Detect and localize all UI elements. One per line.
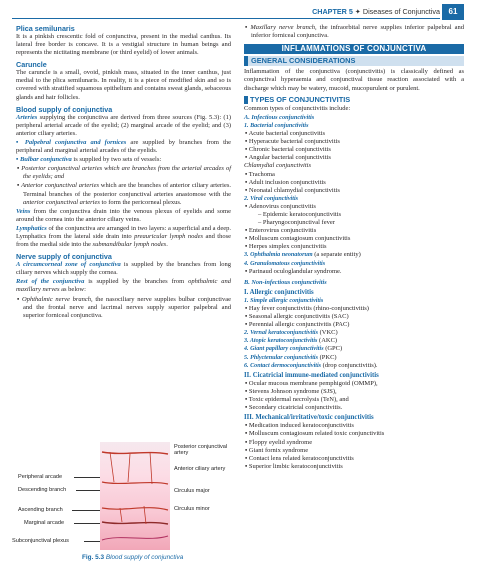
dash-icon: – bbox=[258, 210, 262, 218]
list-item bbox=[244, 354, 464, 362]
caruncle-paragraph: The caruncle is a small, ovoid, pinkish mass, situated in the inner canthus, just medial to the plica semilunaris. In reality, it is a piece of modified skin and so is covered with stratified squamous epithelium and contains sweat glands, sebaceous glands and hair follicles. bbox=[16, 69, 231, 101]
bullet-icon: • bbox=[245, 170, 248, 178]
list-item-text: Hyperacute bacterial conjunctivitis bbox=[248, 138, 340, 146]
list-item bbox=[244, 130, 464, 138]
bullet-icon: • bbox=[245, 227, 248, 235]
circumcorneal-lead: A circumcorneal zone of conjunctiva bbox=[16, 261, 121, 269]
leader-line bbox=[74, 523, 100, 524]
list-item bbox=[244, 362, 464, 370]
bulbar-item-2-lead: Anterior conjunctival arteries bbox=[21, 182, 99, 190]
chlamydial-heading: Chlamydial conjunctivitis bbox=[244, 162, 311, 170]
list-item-text: Secondary cicatricial conjunctivitis. bbox=[248, 404, 343, 412]
list-item-text: Chronic bacterial conjunctivitis bbox=[248, 146, 331, 154]
bullet-icon: • bbox=[245, 379, 248, 387]
category-non-infectious: B. Non-infectious conjunctivitis bbox=[244, 278, 327, 286]
list-item-text: Herpes simplex conjunctivitis bbox=[248, 243, 327, 251]
list-item-text: Toxic epidermal necrolysis (TeN), and bbox=[248, 396, 349, 404]
category-infectious: A. Infectious conjunctivitis bbox=[244, 113, 315, 121]
list-item-text: Medication induced keratoconjunctivitis bbox=[248, 422, 354, 430]
nerve-paragraph bbox=[16, 261, 231, 277]
bacterial-heading: 1. Bacterial conjunctivitis bbox=[244, 122, 309, 129]
bullet-icon: • bbox=[245, 454, 248, 462]
square-bullet-icon: ▪ bbox=[16, 156, 19, 164]
allergic-subtypes bbox=[244, 329, 464, 369]
list-item bbox=[244, 203, 464, 211]
plica-paragraph: It is a pinkish crescentic fold of conjunctiva, present in the medial canthus. Its lateral free border is concave. It is a vestigial structure in human beings and represents the nictitating membrane (or third eyelid) of lower animals. bbox=[16, 33, 231, 57]
list-item bbox=[244, 345, 464, 353]
list-item-text: Epidemic keratoconjunctivitis bbox=[262, 210, 342, 218]
figure-blood-supply bbox=[12, 442, 231, 562]
list-item-text: Acute bacterial conjunctivitis bbox=[248, 130, 326, 138]
list-item bbox=[244, 146, 464, 154]
bulbar-item-1 bbox=[16, 165, 231, 181]
nerve-rest-text-c: as below: bbox=[59, 286, 86, 294]
list-item bbox=[244, 388, 464, 396]
bullet-icon: • bbox=[245, 130, 248, 138]
ophthalmic-item bbox=[16, 296, 231, 320]
bullet-icon: • bbox=[245, 396, 248, 404]
allergic-list bbox=[244, 305, 464, 329]
palpebral-paragraph bbox=[16, 139, 231, 155]
ophthalmia-note: (a separate entity) bbox=[312, 251, 361, 259]
bullet-icon: • bbox=[245, 305, 248, 312]
lymphatics-text-e: . bbox=[166, 241, 168, 249]
list-item bbox=[244, 447, 464, 455]
blood-supply-heading: Blood supply of conjunctiva bbox=[16, 104, 113, 114]
label-anterior-ciliary-artery: Anterior ciliary artery bbox=[174, 466, 226, 472]
label-subconjunctival-plexus: Subconjunctival plexus bbox=[12, 538, 69, 544]
bulbar-item-2-text: which are the branches of anterior ciliary arteries. Terminal branches of the posterior conjunctival arteries anastomose with the bbox=[23, 182, 231, 198]
list-item-text: Hay fever conjunctivitis (rhino-conjunctivitis) bbox=[248, 305, 369, 312]
list-item bbox=[244, 313, 464, 321]
nerve-supply-heading: Nerve supply of conjunctiva bbox=[16, 252, 112, 262]
bulbar-item-2-end: to form the pericorneal plexus. bbox=[99, 198, 182, 206]
ophthalmia-heading: 3. Ophthalmia neonatorum bbox=[244, 252, 313, 259]
list-item bbox=[244, 329, 464, 337]
figure-caption-text: Blood supply of conjunctiva bbox=[105, 554, 184, 561]
list-item-text: Adenovirus conjunctivitis bbox=[248, 202, 316, 210]
nerve-rest-text-a: is supplied by the branches from bbox=[84, 278, 189, 286]
bullet-icon: • bbox=[17, 165, 20, 173]
label-peripheral-arcade: Peripheral arcade bbox=[18, 474, 63, 480]
list-item-text: Perennial allergic conjunctivitis (PAC) bbox=[248, 321, 350, 329]
chapter-label: CHAPTER 5 bbox=[312, 7, 353, 16]
simple-allergic-heading: 1. Simple allergic conjunctivitis bbox=[244, 297, 324, 304]
lymphatics-text-c: and those from the medial side into the bbox=[16, 232, 232, 249]
left-column bbox=[16, 24, 231, 321]
leader-line bbox=[84, 541, 100, 542]
page-header bbox=[0, 4, 480, 20]
chlamydial-list bbox=[244, 171, 464, 195]
header-rule bbox=[12, 18, 440, 19]
caruncle-heading: Caruncle bbox=[16, 60, 47, 70]
chapter-title: Diseases of Conjunctiva bbox=[362, 7, 440, 16]
list-item-text: Superior limbic keratoconjunctivitis bbox=[248, 462, 343, 470]
bullet-icon: • bbox=[245, 446, 248, 454]
list-item-text: Molluscum contagiosum related toxic conjunctivitis bbox=[248, 430, 385, 438]
sub-list-item bbox=[244, 211, 464, 219]
subtype-note: (PKC) bbox=[317, 353, 337, 361]
lymphatics-lead: Lymphatics bbox=[16, 224, 47, 232]
rest-conjunctiva-lead: Rest of the conjunctiva bbox=[16, 278, 85, 286]
list-item bbox=[244, 179, 464, 187]
list-item bbox=[244, 396, 464, 404]
list-item-text: Trachoma bbox=[248, 170, 275, 178]
bullet-icon: • bbox=[245, 321, 248, 329]
sub-list-item bbox=[244, 219, 464, 227]
leader-line bbox=[76, 490, 100, 491]
types-intro: Common types of conjunctivitis include: bbox=[244, 104, 351, 112]
list-item bbox=[244, 154, 464, 162]
running-head bbox=[312, 7, 440, 16]
palpebral-lead: Palpebral conjunctiva and fornices bbox=[24, 138, 127, 146]
label-marginal-arcade: Marginal arcade bbox=[24, 520, 65, 526]
bullet-icon: • bbox=[245, 138, 248, 146]
bullet-icon: • bbox=[245, 313, 248, 321]
cicatricial-heading: II. Cicatricial immune-mediated conjunctivitis bbox=[244, 371, 379, 379]
right-column bbox=[244, 24, 464, 471]
submandibular-term: submandibular lymph nodes bbox=[92, 241, 167, 249]
bullet-icon: • bbox=[245, 235, 248, 243]
list-item bbox=[244, 171, 464, 179]
list-item-text: Giant fornix syndrome bbox=[248, 446, 309, 454]
list-item bbox=[244, 268, 464, 276]
subtype-note: (drop conjunctivitis). bbox=[321, 361, 378, 369]
mechanical-heading: III. Mechanical/irritative/toxic conjunctivitis bbox=[244, 414, 374, 422]
bulbar-lead: Bulbar conjunctiva bbox=[19, 156, 72, 164]
page-number: 61 bbox=[442, 4, 464, 20]
list-item bbox=[244, 455, 464, 463]
list-item-text: Floppy eyelid syndrome bbox=[248, 438, 313, 446]
bullet-icon: • bbox=[245, 422, 248, 430]
bulbar-item-2 bbox=[16, 182, 231, 206]
leader-line bbox=[74, 477, 100, 478]
preauricular-term: preauricular lymph nodes bbox=[134, 232, 204, 240]
ophthalmic-lead: Ophthalmic nerve branch bbox=[22, 295, 92, 303]
bullet-icon: • bbox=[245, 146, 248, 154]
label-posterior-conjunctival-artery: Posterior conjunctival artery bbox=[174, 444, 228, 457]
ophthalmia-neonatorum-line bbox=[244, 251, 464, 259]
subtype-label: 3. Atopic keratoconjunctivitis bbox=[244, 338, 318, 345]
cicatricial-list bbox=[244, 380, 464, 412]
dash-icon: – bbox=[258, 219, 262, 227]
maxillary-text: , the infraorbital nerve supplies inferior palpebral and inferior forniceal conjunctiva. bbox=[251, 24, 464, 40]
ophthalmic-text: , the nasociliary nerve supplies bulbar conjunctivae and the frontal nerve and lacrimal nerves supply superior palpebral and superior forniceal conjunctiva. bbox=[23, 295, 232, 319]
figure-number: Fig. 5.3 bbox=[82, 554, 105, 561]
maxillary-lead: Maxillary nerve branch bbox=[250, 24, 315, 31]
list-item-text: Seasonal allergic conjunctivitis (SAC) bbox=[248, 313, 349, 321]
list-item bbox=[244, 321, 464, 329]
list-item bbox=[244, 439, 464, 447]
list-item-text: Angular bacterial conjunctivitis bbox=[248, 154, 331, 162]
general-considerations-heading: GENERAL CONSIDERATIONS bbox=[244, 56, 464, 66]
bullet-icon: • bbox=[245, 243, 248, 251]
subtype-note: (VKC) bbox=[317, 329, 338, 337]
list-item bbox=[244, 227, 464, 235]
subtype-note: (GPC) bbox=[323, 345, 343, 353]
veins-paragraph bbox=[16, 208, 231, 224]
list-item bbox=[244, 422, 464, 430]
bulbar-text: is supplied by two sets of vessels: bbox=[71, 156, 162, 164]
subtype-note: (AKC) bbox=[317, 337, 338, 345]
leader-line bbox=[72, 510, 100, 511]
nerve-rest-paragraph bbox=[16, 278, 231, 294]
bullet-icon: • bbox=[245, 462, 248, 470]
label-circulus-major: Circulus major bbox=[174, 488, 210, 494]
list-item-text: Ocular mucous membrane pemphigoid (OMMP), bbox=[248, 379, 378, 387]
arteries-lead: Arteries bbox=[16, 113, 38, 121]
bullet-icon: • bbox=[245, 202, 248, 210]
viral-heading: 2. Viral conjunctivitis bbox=[244, 195, 299, 202]
list-item bbox=[244, 305, 464, 313]
bullet-icon: • bbox=[17, 295, 20, 303]
nerve-rest-term: ophthalmic and maxillary nerves bbox=[16, 278, 231, 294]
plica-heading: Plica semilunaris bbox=[16, 24, 75, 33]
vessel-drawing bbox=[100, 442, 170, 550]
bacterial-list bbox=[244, 130, 464, 162]
subtype-label: 6. Contact dermoconjunctivitis bbox=[244, 362, 322, 369]
granulomatous-heading: 4. Granulomatous conjunctivitis bbox=[244, 260, 326, 267]
bullet-icon: • bbox=[245, 404, 248, 412]
list-item-text: Parinaud oculoglandular syndrome. bbox=[248, 267, 342, 275]
bullet-icon: • bbox=[245, 387, 248, 395]
bulbar-paragraph bbox=[16, 156, 231, 164]
label-ascending-branch: Ascending branch bbox=[18, 507, 63, 513]
figure-caption bbox=[82, 554, 183, 561]
list-item bbox=[244, 243, 464, 251]
list-item-text: Adult inclusion conjunctivitis bbox=[248, 178, 326, 186]
maxillary-item bbox=[244, 24, 464, 40]
list-item bbox=[244, 235, 464, 243]
list-item-text: Stevens Johnson syndrome (SJS), bbox=[248, 387, 337, 395]
arteries-text: supplying the conjunctiva are derived from three sources (Fig. 5.3): (1) peripheral arterial arcade of the eyelid; (2) marginal arcade of the eyelid; and (3) anterior ciliary arteries. bbox=[16, 113, 231, 137]
list-item bbox=[244, 380, 464, 388]
veins-text: from the conjunctiva drain into the venous plexus of eyelids and some around the cornea into the anterior ciliary veins. bbox=[16, 207, 231, 223]
conjunctiva-illustration bbox=[100, 442, 170, 550]
list-item bbox=[244, 337, 464, 345]
types-heading: TYPES OF CONJUNCTIVITIS bbox=[244, 96, 464, 104]
bulbar-item-2-term: anterior conjunctival arteries bbox=[23, 198, 100, 206]
label-circulus-minor: Circulus minor bbox=[174, 506, 210, 512]
bullet-icon: • bbox=[245, 186, 248, 194]
list-item-text: Enterovirus conjunctivitis bbox=[248, 227, 317, 235]
list-item-text: Pharyngoconjunctival fever bbox=[262, 219, 335, 227]
bullet-icon: • bbox=[245, 154, 248, 162]
subtype-label: 5. Phlyctenular conjunctivitis bbox=[244, 354, 318, 361]
square-bullet-icon: ▪ bbox=[16, 138, 21, 146]
list-item bbox=[244, 404, 464, 412]
subtype-label: 2. Vernal keratoconjunctivitis bbox=[244, 330, 318, 337]
lymphatics-text-a: of the conjunctiva are arranged in two layers: a superficial and a deep. Lymphatics from the lateral side drain into bbox=[16, 224, 231, 240]
list-item bbox=[244, 430, 464, 438]
general-paragraph: Inflammation of the conjunctiva (conjunctivitis) is classically defined as conjunctival hyperaemia and conjunctival tissue reaction associated with a discharge which may be watery, mucoid, mucopurulent or purulent. bbox=[244, 68, 464, 92]
nerve-text: is supplied by the branches from long ciliary nerves which supply the cornea. bbox=[16, 261, 231, 277]
palpebral-text: are supplied by branches from the peripheral and marginal arterial arcades of the eyelids. bbox=[16, 138, 232, 155]
lymphatics-paragraph bbox=[16, 225, 231, 249]
list-item bbox=[244, 138, 464, 146]
subtype-label: 4. Giant papillary conjunctivitis bbox=[244, 346, 324, 353]
list-item bbox=[244, 187, 464, 195]
label-descending-branch: Descending branch bbox=[18, 487, 67, 493]
list-item-text: Molluscum contagiosum conjunctivitis bbox=[248, 235, 351, 243]
bullet-icon: • bbox=[245, 24, 248, 31]
allergic-heading: I. Allergic conjunctivitis bbox=[244, 288, 314, 296]
list-item-text: Contact lens related keratoconjunctivitis bbox=[248, 454, 354, 462]
bullet-icon: • bbox=[245, 430, 248, 438]
bulbar-item-1-text: Posterior conjunctival arteries which are branches from the arterial arcades of the eyelids; and bbox=[21, 165, 231, 181]
veins-lead: Veins bbox=[16, 207, 31, 215]
arteries-paragraph bbox=[16, 114, 231, 138]
viral-list bbox=[244, 203, 464, 252]
bullet-icon: • bbox=[245, 438, 248, 446]
list-item bbox=[244, 463, 464, 471]
bullet-icon: • bbox=[245, 178, 248, 186]
bullet-icon: • bbox=[245, 267, 248, 275]
header-separator: ✦ bbox=[354, 7, 361, 16]
section-banner: INFLAMMATIONS OF CONJUNCTIVA bbox=[244, 44, 464, 54]
list-item-text: Neonatal chlamydial conjunctivitis bbox=[248, 186, 340, 194]
mechanical-list bbox=[244, 422, 464, 471]
bullet-icon: • bbox=[17, 182, 20, 190]
